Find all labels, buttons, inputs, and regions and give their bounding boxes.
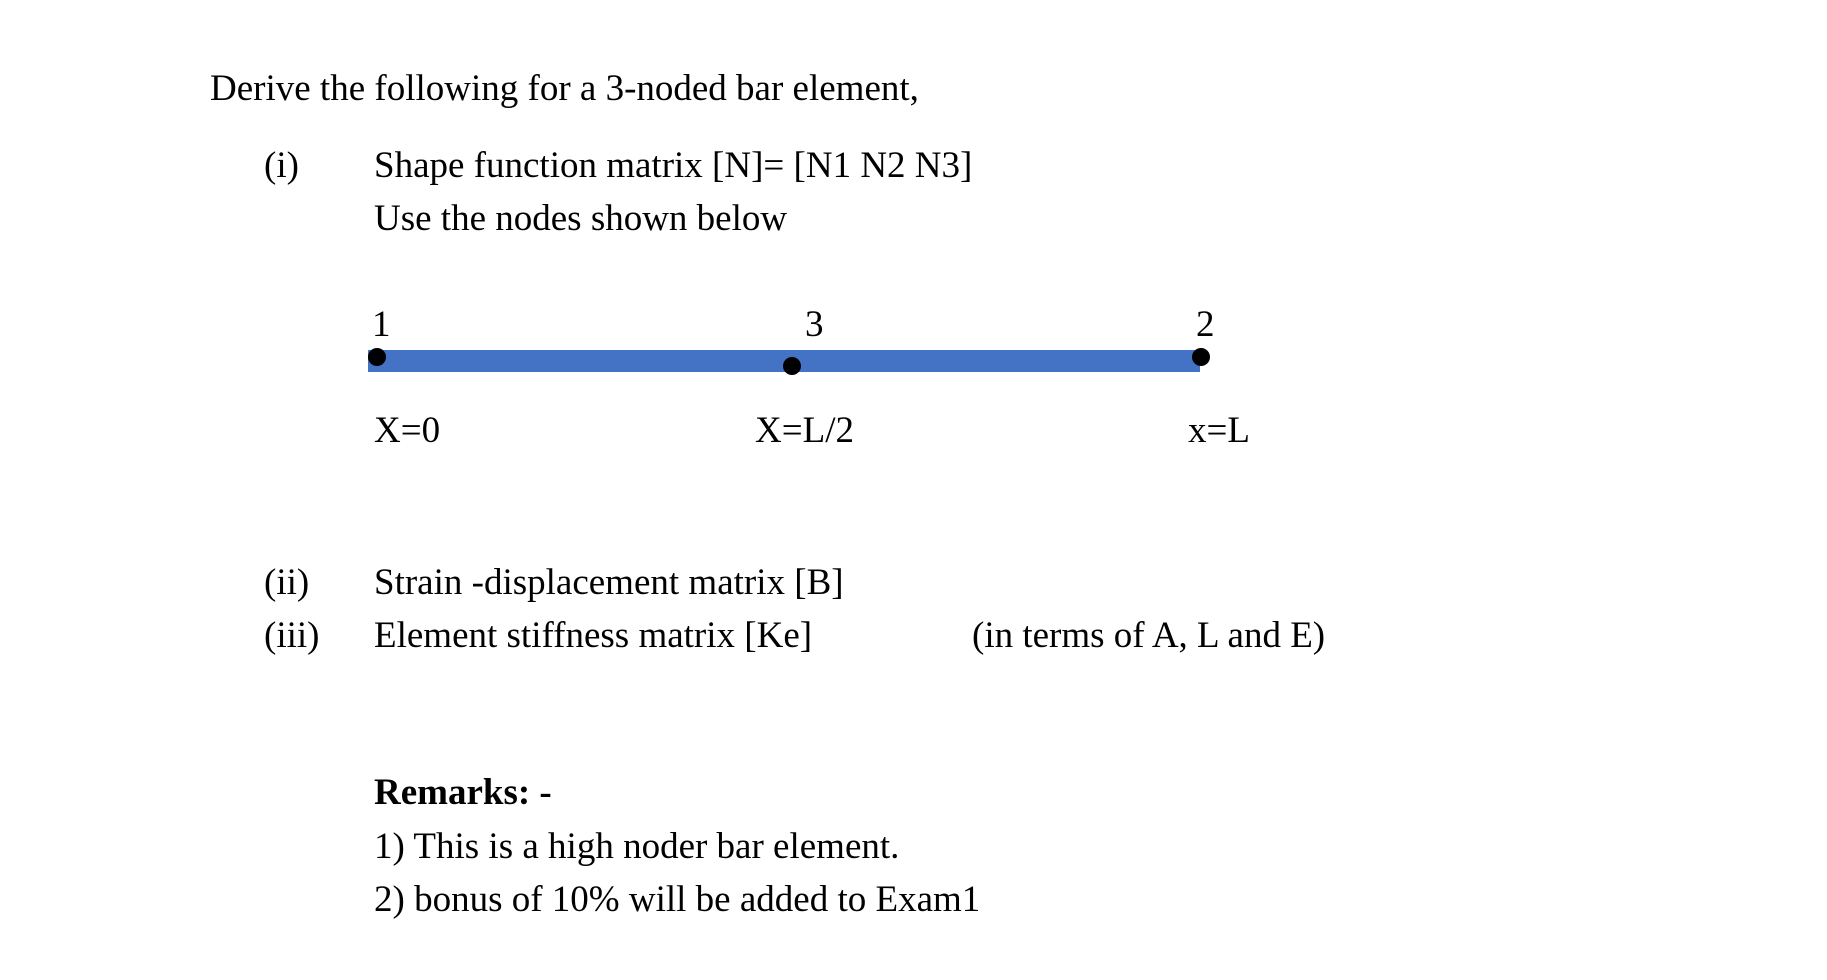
node-3-dot <box>783 357 801 375</box>
node-1-label: 1 <box>372 304 391 345</box>
node-2-position-label: x=L <box>1188 410 1250 451</box>
remarks-title: Remarks: - <box>374 772 552 813</box>
node-3-position-label: X=L/2 <box>755 410 854 451</box>
item-number-iii: (iii) <box>264 615 320 656</box>
remark-1: 1) This is a high noder bar element. <box>374 826 900 867</box>
item-ii-text: Strain -displacement matrix [B] <box>374 562 844 603</box>
item-i-line-1: Shape function matrix [N]= [N1 N2 N3] <box>374 145 973 186</box>
question-heading: Derive the following for a 3-noded bar element, <box>210 68 919 109</box>
node-2-label: 2 <box>1196 304 1215 345</box>
node-1-dot <box>368 348 386 366</box>
item-number-i: (i) <box>264 145 299 186</box>
remark-2: 2) bonus of 10% will be added to Exam1 <box>374 879 981 920</box>
node-1-position-label: X=0 <box>374 410 441 451</box>
node-3-label: 3 <box>805 304 824 345</box>
item-i-line-2: Use the nodes shown below <box>374 198 788 239</box>
item-iii-note: (in terms of A, L and E) <box>972 615 1326 656</box>
item-iii-text: Element stiffness matrix [Ke] <box>374 615 813 656</box>
item-number-ii: (ii) <box>264 562 310 603</box>
node-2-dot <box>1192 348 1210 366</box>
